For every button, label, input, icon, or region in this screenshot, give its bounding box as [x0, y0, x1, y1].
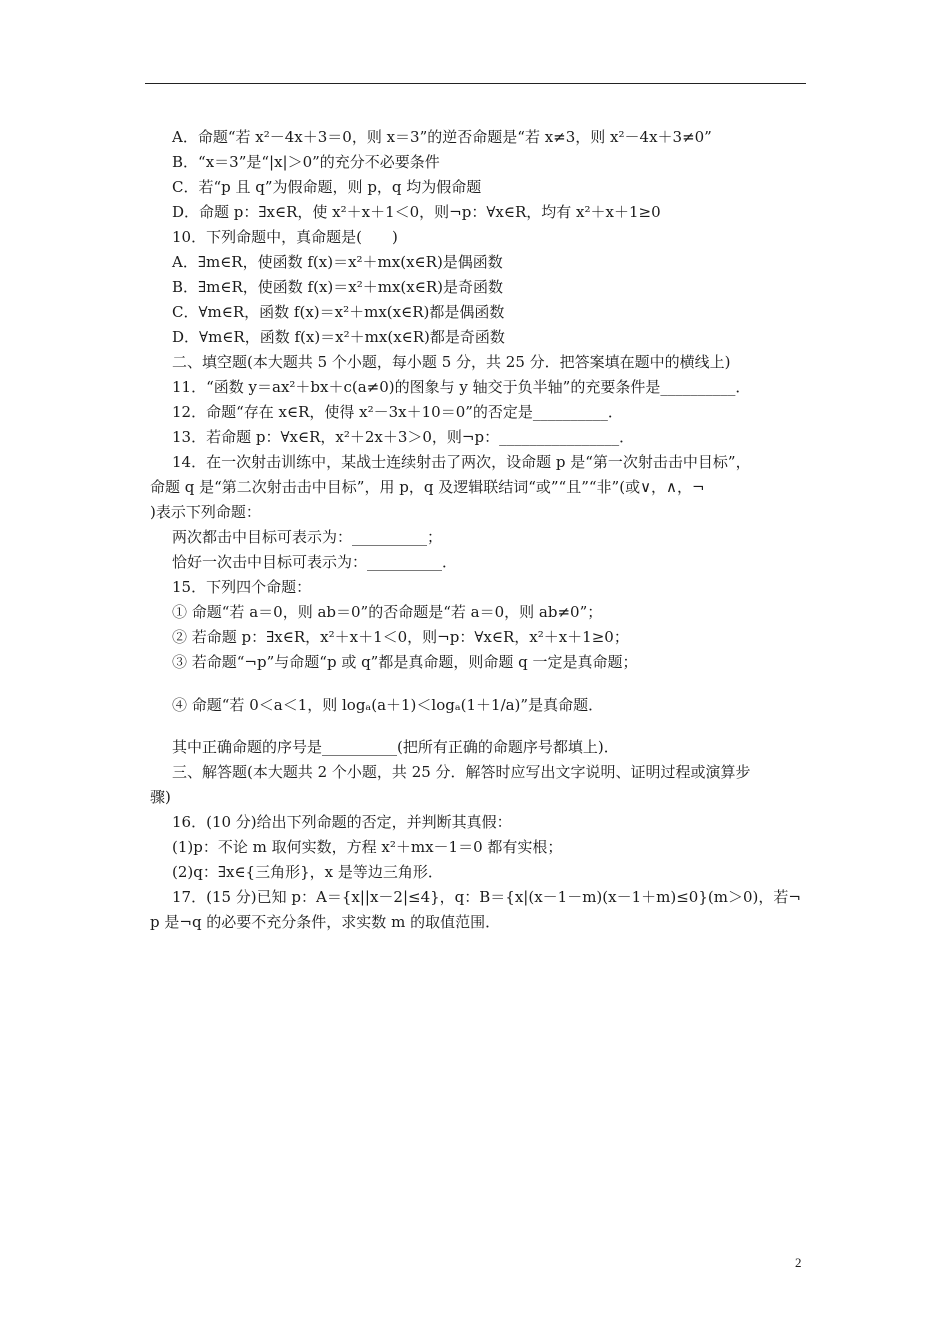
q10-option-b: B．∃m∈R，使函数 f(x)＝x²＋mx(x∈R)是奇函数	[172, 278, 503, 296]
q14-line-5: 恰好一次击中目标可表示为：__________．	[172, 553, 458, 571]
q15-item-3: ③ 若命题“¬p”与命题“p 或 q”都是真命题，则命题 q 一定是真命题；	[172, 653, 638, 671]
q15-item-4: ④ 命题“若 0＜a＜1，则 logₐ(a＋1)＜logₐ(1＋1/a)”是真命题．	[172, 696, 604, 714]
page-number: 2	[795, 1255, 802, 1270]
header-rule	[145, 83, 806, 84]
q10-option-c: C．∀m∈R，函数 f(x)＝x²＋mx(x∈R)都是偶函数	[172, 303, 505, 321]
section-2-heading: 二、填空题(本大题共 5 个小题，每小题 5 分，共 25 分．把答案填在题中的横线上)	[172, 353, 731, 371]
q12: 12．命题“存在 x∈R，使得 x²－3x＋10＝0”的否定是__________．	[172, 403, 623, 421]
q15-item-2: ② 若命题 p：∃x∈R，x²＋x＋1＜0，则¬p：∀x∈R，x²＋x＋1≥0；	[172, 628, 629, 646]
q9-option-a: A．命题“若 x²－4x＋3＝0，则 x＝3”的逆否命题是“若 x≠3，则 x²－4x＋3≠0”	[172, 128, 712, 146]
q14-line-3: )表示下列命题：	[150, 503, 261, 521]
q9-option-d: D．命题 p：∃x∈R，使 x²＋x＋1＜0，则¬p：∀x∈R，均有 x²＋x＋1≥0	[172, 203, 661, 221]
section-3-heading-line-1: 三、解答题(本大题共 2 个小题，共 25 分．解答时应写出文字说明、证明过程或演算步	[172, 763, 751, 781]
q17-line-1: 17．(15 分)已知 p：A＝{x||x－2|≤4}，q：B＝{x|(x－1－m)(x－1＋m)≤0}(m＞0)，若¬	[172, 888, 801, 906]
q16-part-2: (2)q：∃x∈{三角形}，x 是等边三角形．	[172, 863, 443, 881]
q15-item-1: ① 命题“若 a＝0，则 ab＝0”的否命题是“若 a＝0，则 ab≠0”；	[172, 603, 603, 621]
q10-option-d: D．∀m∈R，函数 f(x)＝x²＋mx(x∈R)都是奇函数	[172, 328, 505, 346]
q11: 11．“函数 y＝ax²＋bx＋c(a≠0)的图象与 y 轴交于负半轴”的充要条件是__________．	[172, 378, 751, 396]
q15-stem: 15．下列四个命题：	[172, 578, 312, 596]
q16-stem: 16．(10 分)给出下列命题的否定，并判断其真假：	[172, 813, 512, 831]
q14-line-4: 两次都击中目标可表示为：__________；	[172, 528, 443, 546]
q17-line-2: p 是¬q 的必要不充分条件，求实数 m 的取值范围．	[150, 913, 501, 931]
section-3-heading-line-2: 骤)	[150, 788, 171, 806]
q14-line-1: 14．在一次射击训练中，某战士连续射击了两次，设命题 p 是“第一次射击击中目标”，	[172, 453, 751, 471]
q15-answer: 其中正确命题的序号是__________(把所有正确的命题序号都填上)．	[172, 738, 619, 756]
q10-stem: 10．下列命题中，真命题是( )	[172, 228, 398, 246]
q9-option-b: B．“x＝3”是“|x|＞0”的充分不必要条件	[172, 153, 440, 171]
q14-line-2: 命题 q 是“第二次射击击中目标”，用 p，q 及逻辑联结词“或”“且”“非”(或∨，∧，¬	[150, 478, 705, 496]
q9-option-c: C．若“p 且 q”为假命题，则 p，q 均为假命题	[172, 178, 482, 196]
q13: 13．若命题 p：∀x∈R，x²＋2x＋3＞0，则¬p：________________．	[172, 428, 635, 446]
q10-option-a: A．∃m∈R，使函数 f(x)＝x²＋mx(x∈R)是偶函数	[172, 253, 503, 271]
q16-part-1: (1)p：不论 m 取何实数，方程 x²＋mx－1＝0 都有实根；	[172, 838, 563, 856]
page-content	[150, 125, 810, 935]
